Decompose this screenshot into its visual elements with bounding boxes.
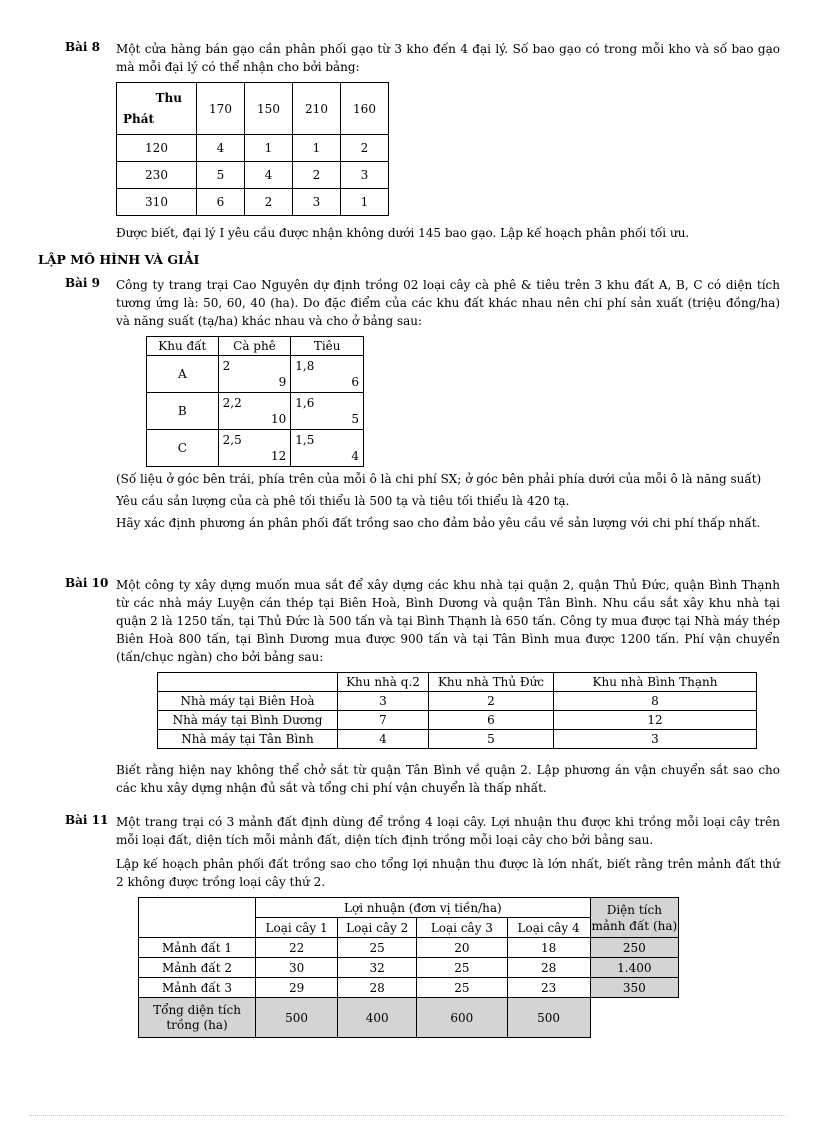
cost-cell: 2 bbox=[293, 162, 341, 189]
problem-10-note: Biết rằng hiện nay không thể chở sắt từ quận Tân Bình về quận 2. Lập phương án vận chuyển sắt sao cho các khu xây dựng nhận đủ sắt và tổng chi phí vận chuyển là thấp nhất. bbox=[116, 763, 780, 795]
table-row bbox=[117, 135, 389, 162]
yield-value: 6 bbox=[351, 375, 359, 389]
table-row bbox=[147, 393, 364, 430]
plot-name: Mảnh đất 2 bbox=[139, 958, 256, 978]
header-corner bbox=[117, 83, 197, 135]
problem-9-note-2: Yêu cầu sản lượng của cà phê tối thiểu là 500 tạ và tiêu tối thiểu là 420 tạ. bbox=[116, 494, 570, 508]
header-thu: Thu bbox=[155, 91, 182, 105]
cost-cell: 1 bbox=[293, 135, 341, 162]
problem-9-table bbox=[146, 336, 364, 467]
problem-11-intro: Một trang trại có 3 mảnh đất định dùng để trồng 4 loại cây. Lợi nhuận thu được khi trồng mỗi loại cây trên mỗi loại đất, diện tích mỗi mảnh đất, diện tích định trồng mỗi loại cây cho bởi bảng sau. bbox=[116, 815, 780, 847]
table-row bbox=[139, 998, 679, 1038]
yield-value: 4 bbox=[351, 449, 359, 463]
area-cell: C bbox=[147, 430, 219, 467]
cost-value: 2,5 bbox=[222, 433, 242, 447]
header-crop-2: Loại cây 2 bbox=[338, 918, 417, 938]
factory-name: Nhà máy tại Biên Hoà bbox=[158, 692, 338, 711]
plot-name: Mảnh đất 3 bbox=[139, 978, 256, 998]
table-row bbox=[158, 711, 757, 730]
yield-value: 9 bbox=[278, 375, 287, 389]
total-label: Tổng diện tích trồng (ha) bbox=[139, 998, 256, 1038]
problem-8-table bbox=[116, 82, 389, 216]
cost-value: 1,8 bbox=[295, 359, 315, 373]
problem-8-intro: Một cửa hàng bán gạo cần phân phối gạo từ 3 kho đến 4 đại lý. Số bao gạo có trong mỗi kho và số bao gạo mà mỗi đại lý có thể nhận cho bởi bảng: bbox=[116, 42, 780, 74]
cost-value: 1,6 bbox=[295, 396, 315, 410]
total-cell: 500 bbox=[256, 998, 338, 1038]
table-row bbox=[158, 730, 757, 749]
cost-cell: 4 bbox=[245, 162, 293, 189]
plot-area: 350 bbox=[590, 978, 678, 998]
total-cell: 400 bbox=[338, 998, 417, 1038]
problem-9-label: Bài 9 bbox=[65, 276, 101, 290]
table-row bbox=[117, 162, 389, 189]
demand-cell: 160 bbox=[341, 83, 389, 135]
cost-cell: 8 bbox=[554, 692, 757, 711]
cost-cell: 5 bbox=[429, 730, 554, 749]
header-crop-4: Loại cây 4 bbox=[507, 918, 590, 938]
table-row bbox=[147, 430, 364, 467]
area-cell: B bbox=[147, 393, 219, 430]
cost-cell: 6 bbox=[429, 711, 554, 730]
problem-8-label: Bài 8 bbox=[65, 40, 101, 54]
profit-cell: 18 bbox=[507, 938, 590, 958]
supply-cell: 120 bbox=[117, 135, 197, 162]
page-divider bbox=[30, 1115, 786, 1116]
header-thu-duc: Khu nhà Thủ Đức bbox=[429, 673, 554, 692]
problem-9-note-1: (Số liệu ở góc bên trái, phía trên của mỗi ô là chi phí SX; ở góc bên phải phía dưới của mỗi ô là năng suất) bbox=[116, 472, 762, 486]
table-row bbox=[139, 938, 679, 958]
empty-cell bbox=[590, 998, 678, 1038]
problem-10-intro: Một công ty xây dựng muốn mua sắt để xây dựng các khu nhà tại quận 2, quận Thủ Đức, quận Bình Thạnh từ các nhà máy Luyện cán thép tại Biên Hoà, Bình Dương và quận Tân Bình. Nhu cầu sắt xây khu nhà tại quận 2 là 1250 tấn, tại Thủ Đức là 500 tấn và tại Bình Thạnh là 650 tấn. Công ty mua được tại Nhà máy thép Biên Hoà 800 tấn, tại Bình Dương mua được 900 tấn và tại Tân Bình mua được 1200 tấn. Phí vận chuyển (tấn/chục ngàn) cho bởi bảng sau: bbox=[116, 578, 780, 664]
profit-cell: 28 bbox=[338, 978, 417, 998]
problem-11-table bbox=[138, 897, 679, 1038]
header-khu-dat: Khu đất bbox=[147, 337, 219, 356]
total-cell: 500 bbox=[507, 998, 590, 1038]
header-crop-1: Loại cây 1 bbox=[256, 918, 338, 938]
cost-cell: 3 bbox=[338, 692, 429, 711]
problem-11 bbox=[65, 813, 780, 1038]
cost-cell: 7 bbox=[338, 711, 429, 730]
header-ca-phe: Cà phê bbox=[218, 337, 291, 356]
table-row bbox=[158, 692, 757, 711]
table-row bbox=[147, 356, 364, 393]
profit-cell: 22 bbox=[256, 938, 338, 958]
header-crop-3: Loại cây 3 bbox=[417, 918, 507, 938]
cost-cell: 3 bbox=[341, 162, 389, 189]
coffee-cell bbox=[218, 430, 291, 467]
profit-cell: 30 bbox=[256, 958, 338, 978]
supply-cell: 310 bbox=[117, 189, 197, 216]
cost-cell: 2 bbox=[429, 692, 554, 711]
problem-8 bbox=[65, 40, 780, 242]
problem-10-table bbox=[157, 672, 757, 749]
header-phat: Phát bbox=[123, 112, 155, 126]
header-binh-thanh: Khu nhà Bình Thạnh bbox=[554, 673, 757, 692]
profit-cell: 25 bbox=[417, 978, 507, 998]
yield-value: 5 bbox=[351, 412, 359, 426]
profit-cell: 25 bbox=[338, 938, 417, 958]
plot-area: 250 bbox=[590, 938, 678, 958]
yield-value: 10 bbox=[271, 412, 287, 426]
pepper-cell bbox=[291, 356, 364, 393]
cost-cell: 2 bbox=[341, 135, 389, 162]
profit-cell: 28 bbox=[507, 958, 590, 978]
problem-8-note: Được biết, đại lý I yêu cầu được nhận không dưới 145 bao gạo. Lập kế hoạch phân phối tối ưu. bbox=[116, 226, 690, 240]
cost-cell: 4 bbox=[197, 135, 245, 162]
cost-value: 2,2 bbox=[222, 396, 242, 410]
factory-name: Nhà máy tại Bình Dương bbox=[158, 711, 338, 730]
problem-10 bbox=[65, 576, 780, 797]
coffee-cell bbox=[218, 356, 291, 393]
section-title: LẬP MÔ HÌNH VÀ GIẢI bbox=[38, 252, 200, 267]
cost-cell: 5 bbox=[197, 162, 245, 189]
problem-9-note-3: Hãy xác định phương án phân phối đất trồng sao cho đảm bảo yêu cầu về sản lượng với chi phí thấp nhất. bbox=[116, 516, 761, 530]
pepper-cell bbox=[291, 430, 364, 467]
profit-cell: 23 bbox=[507, 978, 590, 998]
problem-10-label: Bài 10 bbox=[65, 576, 109, 590]
total-cell: 600 bbox=[417, 998, 507, 1038]
pepper-cell bbox=[291, 393, 364, 430]
header-q2: Khu nhà q.2 bbox=[338, 673, 429, 692]
cost-cell: 1 bbox=[341, 189, 389, 216]
cost-value: 1,5 bbox=[295, 433, 315, 447]
header-empty bbox=[158, 673, 338, 692]
demand-cell: 210 bbox=[293, 83, 341, 135]
profit-cell: 29 bbox=[256, 978, 338, 998]
profit-cell: 32 bbox=[338, 958, 417, 978]
area-cell: A bbox=[147, 356, 219, 393]
problem-9-intro: Công ty trang trại Cao Nguyên dự định trồng 02 loại cây cà phê & tiêu trên 3 khu đất A, B, C có diện tích tương ứng là: 50, 60, 40 (ha). Do đặc điểm của các khu đất khác nhau nên chi phí sản xuất (triệu đồng/ha) và năng suất (tạ/ha) khác nhau và cho ở bảng sau: bbox=[116, 278, 780, 328]
header-empty bbox=[139, 898, 256, 938]
cost-cell: 2 bbox=[245, 189, 293, 216]
cost-cell: 3 bbox=[293, 189, 341, 216]
plot-area: 1.400 bbox=[590, 958, 678, 978]
cost-cell: 12 bbox=[554, 711, 757, 730]
yield-value: 12 bbox=[271, 449, 287, 463]
cost-cell: 6 bbox=[197, 189, 245, 216]
cost-cell: 3 bbox=[554, 730, 757, 749]
table-row bbox=[139, 978, 679, 998]
profit-cell: 20 bbox=[417, 938, 507, 958]
cost-cell: 1 bbox=[245, 135, 293, 162]
profit-cell: 25 bbox=[417, 958, 507, 978]
header-tieu: Tiêu bbox=[291, 337, 364, 356]
plot-name: Mảnh đất 1 bbox=[139, 938, 256, 958]
problem-11-label: Bài 11 bbox=[65, 813, 109, 827]
demand-cell: 170 bbox=[197, 83, 245, 135]
header-profit: Lợi nhuận (đơn vị tiền/ha) bbox=[256, 898, 591, 918]
table-row bbox=[139, 958, 679, 978]
cost-cell: 4 bbox=[338, 730, 429, 749]
cost-value: 2 bbox=[222, 359, 231, 373]
problem-11-note: Lập kế hoạch phân phối đất trồng sao cho tổng lợi nhuận thu được là lớn nhất, biết rằng trên mảnh đất thứ 2 không được trồng loại cây thứ 2. bbox=[116, 857, 780, 889]
supply-cell: 230 bbox=[117, 162, 197, 189]
header-area: Diện tích mảnh đất (ha) bbox=[590, 898, 678, 938]
demand-cell: 150 bbox=[245, 83, 293, 135]
coffee-cell bbox=[218, 393, 291, 430]
factory-name: Nhà máy tại Tân Bình bbox=[158, 730, 338, 749]
problem-9 bbox=[65, 276, 780, 532]
table-row bbox=[117, 189, 389, 216]
